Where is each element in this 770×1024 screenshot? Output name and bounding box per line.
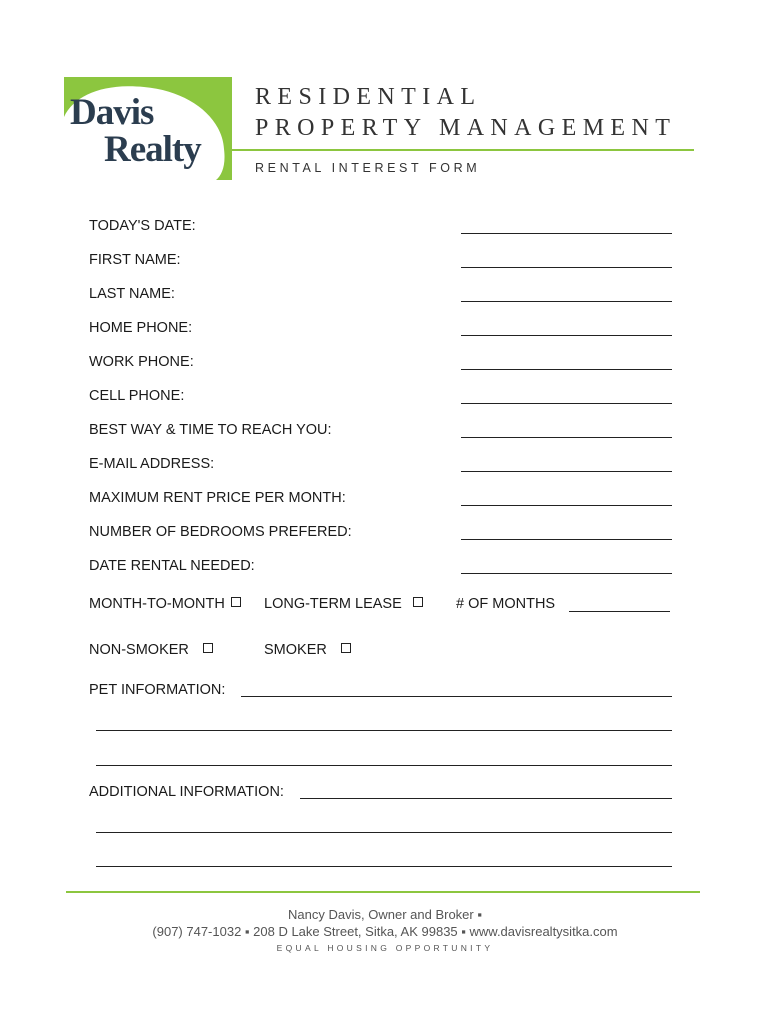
field-label: DATE RENTAL NEEDED: bbox=[89, 558, 255, 574]
non-smoker-checkbox[interactable] bbox=[203, 643, 213, 653]
field-todays-date bbox=[89, 218, 672, 238]
pet-information-line-1[interactable] bbox=[241, 696, 672, 697]
title-residential: RESIDENTIAL bbox=[255, 84, 482, 110]
logo-realty-text: Realty bbox=[104, 129, 201, 170]
home-phone-input-line[interactable] bbox=[461, 335, 672, 336]
field-label: E-MAIL ADDRESS: bbox=[89, 456, 215, 472]
field-first-name bbox=[89, 252, 672, 272]
month-to-month-checkbox[interactable] bbox=[231, 597, 241, 607]
todays-date-input-line[interactable] bbox=[461, 233, 672, 234]
best-way-time-input-line[interactable] bbox=[461, 437, 672, 438]
title-divider bbox=[232, 149, 694, 151]
field-home-phone bbox=[89, 320, 672, 340]
field-max-rent bbox=[89, 490, 672, 510]
footer-contact: (907) 747-1032 ▪ 208 D Lake Street, Sitka, AK 99835 ▪ www.davisrealtysitka.com bbox=[152, 924, 618, 939]
last-name-input-line[interactable] bbox=[461, 301, 672, 302]
cell-phone-input-line[interactable] bbox=[461, 403, 672, 404]
smoker-label: SMOKER bbox=[264, 642, 327, 658]
email-address-input-line[interactable] bbox=[461, 471, 672, 472]
field-email-address bbox=[89, 456, 672, 476]
field-last-name bbox=[89, 286, 672, 306]
work-phone-input-line[interactable] bbox=[461, 369, 672, 370]
field-label: TODAY'S DATE: bbox=[89, 218, 196, 234]
additional-information-line-1[interactable] bbox=[300, 798, 672, 799]
field-bedrooms bbox=[89, 524, 672, 544]
footer-owner: Nancy Davis, Owner and Broker ▪ bbox=[288, 907, 482, 922]
field-label: NUMBER OF BEDROOMS PREFERED: bbox=[89, 524, 352, 540]
pet-information-line-3[interactable] bbox=[96, 765, 672, 766]
month-to-month-option bbox=[89, 596, 241, 612]
long-term-lease-label: LONG-TERM LEASE bbox=[264, 596, 402, 612]
field-label: MAXIMUM RENT PRICE PER MONTH: bbox=[89, 490, 346, 506]
additional-information-line-3[interactable] bbox=[96, 866, 672, 867]
davis-realty-logo bbox=[64, 77, 232, 180]
smoker-option bbox=[264, 642, 351, 658]
field-label: WORK PHONE: bbox=[89, 354, 194, 370]
date-rental-needed-input-line[interactable] bbox=[461, 573, 672, 574]
max-rent-input-line[interactable] bbox=[461, 505, 672, 506]
additional-information-line-2[interactable] bbox=[96, 832, 672, 833]
footer-equal-housing: EQUAL HOUSING OPPORTUNITY bbox=[276, 943, 494, 953]
title-property-management: PROPERTY MANAGEMENT bbox=[255, 115, 677, 141]
months-label: # OF MONTHS bbox=[456, 596, 556, 612]
month-to-month-label: MONTH-TO-MONTH bbox=[89, 596, 225, 612]
field-label: FIRST NAME: bbox=[89, 252, 181, 268]
logo-davis-text: Davis bbox=[70, 92, 154, 133]
field-label: CELL PHONE: bbox=[89, 388, 185, 404]
field-date-rental-needed bbox=[89, 558, 672, 578]
field-label: BEST WAY & TIME TO REACH YOU: bbox=[89, 422, 332, 438]
non-smoker-option bbox=[89, 642, 213, 658]
additional-information-label: ADDITIONAL INFORMATION: bbox=[89, 784, 284, 800]
pet-information-line-2[interactable] bbox=[96, 730, 672, 731]
footer-divider bbox=[66, 891, 700, 893]
first-name-input-line[interactable] bbox=[461, 267, 672, 268]
pet-information-label: PET INFORMATION: bbox=[89, 682, 226, 698]
field-label: HOME PHONE: bbox=[89, 320, 193, 336]
long-term-lease-option bbox=[264, 596, 423, 612]
field-best-way-time bbox=[89, 422, 672, 442]
field-label: LAST NAME: bbox=[89, 286, 175, 302]
field-cell-phone bbox=[89, 388, 672, 408]
field-work-phone bbox=[89, 354, 672, 374]
non-smoker-label: NON-SMOKER bbox=[89, 642, 189, 658]
bedrooms-input-line[interactable] bbox=[461, 539, 672, 540]
long-term-lease-checkbox[interactable] bbox=[413, 597, 423, 607]
months-input-line[interactable] bbox=[569, 611, 670, 612]
smoker-checkbox[interactable] bbox=[341, 643, 351, 653]
form-subtitle: RENTAL INTEREST FORM bbox=[255, 161, 481, 175]
